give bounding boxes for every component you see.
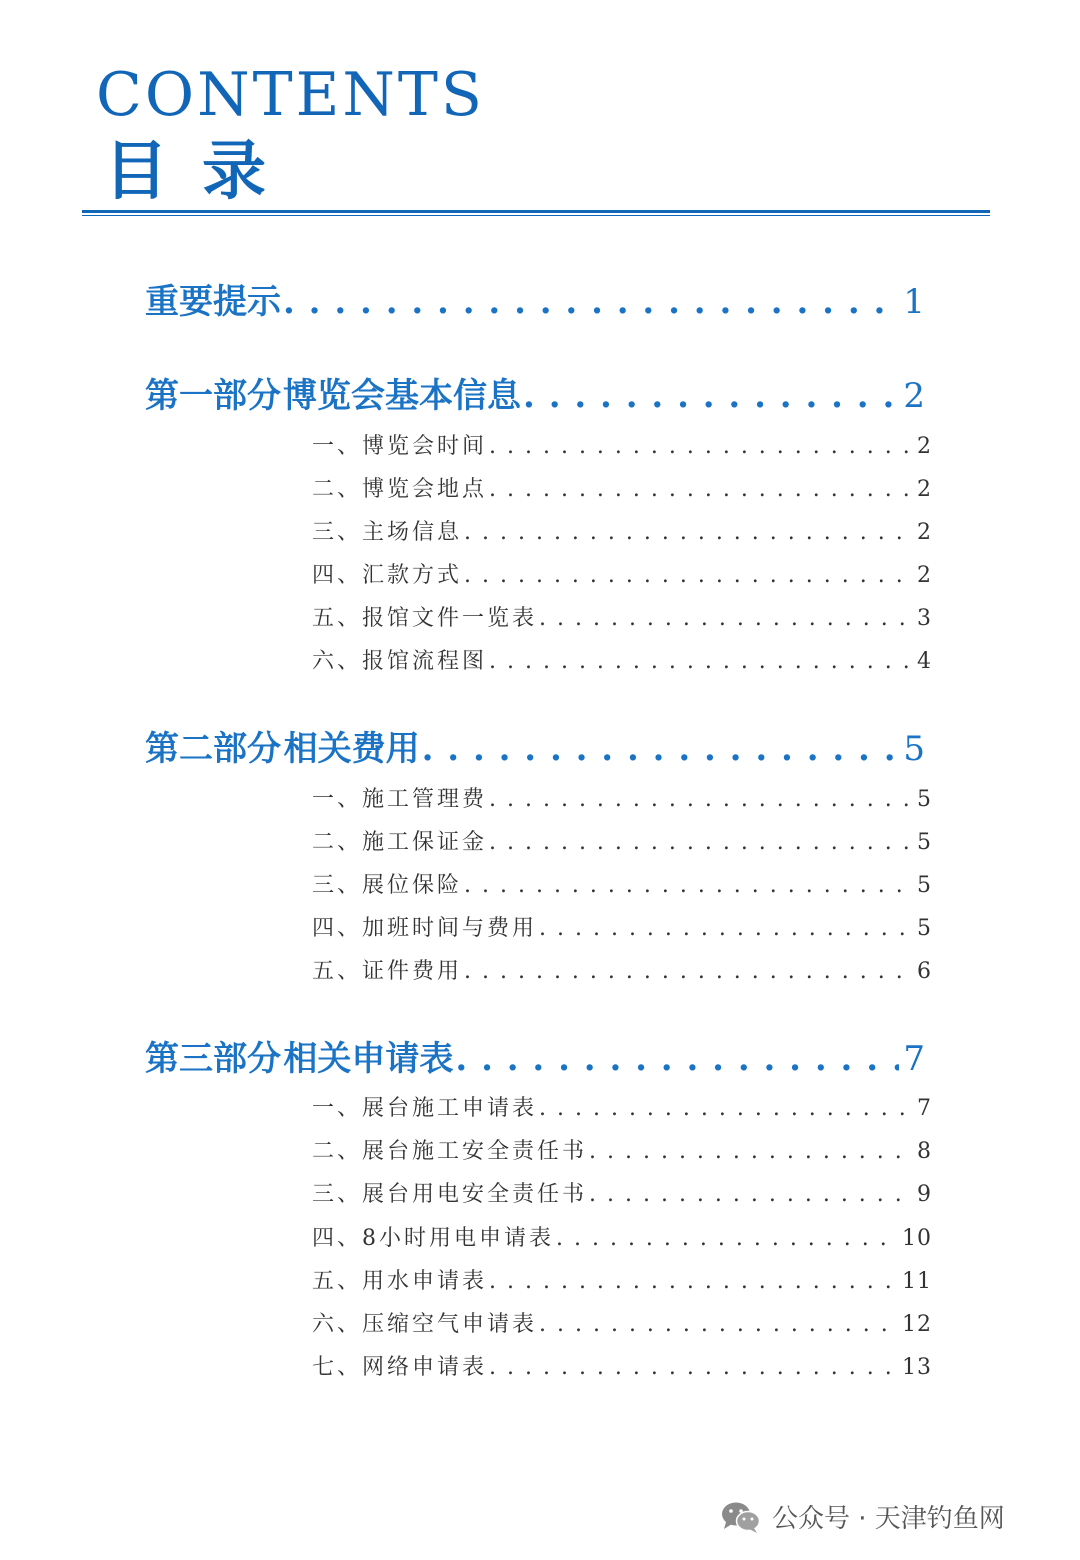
watermark-text: 公众号 · 天津钓鱼网 (772, 1504, 1005, 1534)
toc-entry[interactable] (312, 432, 932, 462)
toc-entry[interactable] (312, 1310, 932, 1340)
toc-page-number: 4 (917, 649, 932, 674)
dot-leader (556, 1224, 898, 1254)
toc-entry[interactable] (312, 561, 932, 591)
toc-entry-label: 一、展台施工申请表 (312, 1096, 538, 1121)
toc-entry[interactable] (312, 647, 932, 677)
toc-entry-important-notice[interactable] (145, 280, 925, 324)
dot-leader (489, 432, 913, 462)
toc-page-number: 7 (917, 1096, 932, 1121)
toc-page-number: 5 (917, 873, 932, 898)
toc-entry[interactable] (312, 518, 932, 548)
dot-leader (589, 1137, 913, 1167)
dot-leader (539, 1094, 913, 1124)
dot-leader (489, 785, 913, 815)
toc-page-number: 2 (917, 477, 932, 502)
dot-leader (464, 957, 913, 987)
toc-page-number: 7 (903, 1039, 925, 1079)
dot-leader (489, 475, 913, 505)
toc-entry-label: 一、施工管理费 (312, 787, 488, 812)
toc-page-number: 13 (902, 1355, 932, 1380)
toc-part-title: 相关费用 (283, 729, 420, 769)
toc-entry-part-3[interactable] (145, 1037, 925, 1081)
dot-leader (464, 518, 913, 548)
toc-page-number: 1 (903, 282, 925, 322)
toc-entry[interactable] (312, 604, 932, 634)
toc-entry-label: 七、网络申请表 (312, 1355, 488, 1380)
toc-entry-label: 五、报馆文件一览表 (312, 606, 538, 631)
toc-entry-part-2[interactable] (145, 727, 925, 771)
dot-leader (283, 280, 899, 324)
toc-entry[interactable] (312, 1094, 932, 1124)
toc-entry-label: 四、加班时间与费用 (312, 916, 538, 941)
toc-page-number: 12 (902, 1312, 932, 1337)
toc-entry[interactable] (312, 1267, 932, 1297)
toc-part-number: 第三部分 (145, 1039, 281, 1079)
dot-leader (422, 727, 900, 771)
toc-page-number: 2 (917, 520, 932, 545)
toc-page-number: 11 (902, 1269, 932, 1294)
toc-page-number: 5 (917, 916, 932, 941)
toc-page-number: 2 (917, 434, 932, 459)
contents-title-cn: 目录 (104, 135, 300, 209)
toc-entry[interactable] (312, 1137, 932, 1167)
toc-entry-label: 五、用水申请表 (312, 1269, 488, 1294)
toc-page-number: 5 (917, 830, 932, 855)
toc-entry[interactable] (312, 475, 932, 505)
toc-entry-label: 六、压缩空气申请表 (312, 1312, 538, 1337)
contents-title-en: CONTENTS (96, 60, 486, 130)
toc-entry[interactable] (312, 785, 932, 815)
toc-page-number: 10 (902, 1226, 932, 1251)
toc-entry-label: 重要提示 (145, 282, 281, 322)
toc-page-number: 6 (917, 959, 932, 984)
toc-entry-label: 四、汇款方式 (312, 563, 463, 588)
wechat-watermark (720, 1498, 1005, 1535)
toc-part-number: 第一部分 (145, 376, 281, 416)
dot-leader (489, 1353, 898, 1383)
toc-entry-label: 六、报馆流程图 (312, 649, 488, 674)
toc-entry[interactable] (312, 871, 932, 901)
toc-entry-label: 三、主场信息 (312, 520, 463, 545)
toc-page-number: 9 (917, 1182, 932, 1207)
dot-leader (539, 914, 913, 944)
toc-entry-part-1[interactable] (145, 374, 925, 418)
toc-part-title: 相关申请表 (283, 1039, 454, 1079)
toc-entry-label: 三、展位保险 (312, 873, 463, 898)
dot-leader (455, 1037, 899, 1081)
toc-entry-label: 五、证件费用 (312, 959, 463, 984)
dot-leader (489, 647, 913, 677)
dot-leader (589, 1180, 913, 1210)
toc-entry[interactable] (312, 914, 932, 944)
dot-leader (464, 561, 913, 591)
toc-entry-label: 三、展台用电安全责任书 (312, 1182, 588, 1207)
toc-entry[interactable] (312, 828, 932, 858)
toc-entry-label: 二、博览会地点 (312, 477, 488, 502)
dot-leader (489, 828, 913, 858)
toc-entry[interactable] (312, 1180, 932, 1210)
header-rule-thin (82, 215, 990, 216)
toc-entry[interactable] (312, 957, 932, 987)
dot-leader (464, 871, 913, 901)
toc-entry-label: 二、施工保证金 (312, 830, 488, 855)
toc-entry-label: 一、博览会时间 (312, 434, 488, 459)
toc-page-number: 8 (917, 1139, 932, 1164)
toc-entry-label: 四、8小时用电申请表 (312, 1226, 554, 1251)
toc-page-number: 2 (903, 376, 925, 416)
toc-page-number: 5 (903, 729, 925, 769)
toc-entry[interactable] (312, 1353, 932, 1383)
toc-page-number: 5 (917, 787, 932, 812)
toc-entry-label: 二、展台施工安全责任书 (312, 1139, 588, 1164)
dot-leader (539, 604, 913, 634)
dot-leader (539, 1310, 898, 1340)
header-rule-thick (82, 210, 990, 213)
dot-leader (523, 374, 899, 418)
toc-page-number: 3 (917, 606, 932, 631)
toc-part-number: 第二部分 (145, 729, 281, 769)
dot-leader (489, 1267, 898, 1297)
toc-part-title: 博览会基本信息 (283, 376, 522, 416)
toc-entry[interactable] (312, 1224, 932, 1254)
wechat-icon (720, 1500, 762, 1534)
toc-page-number: 2 (917, 563, 932, 588)
